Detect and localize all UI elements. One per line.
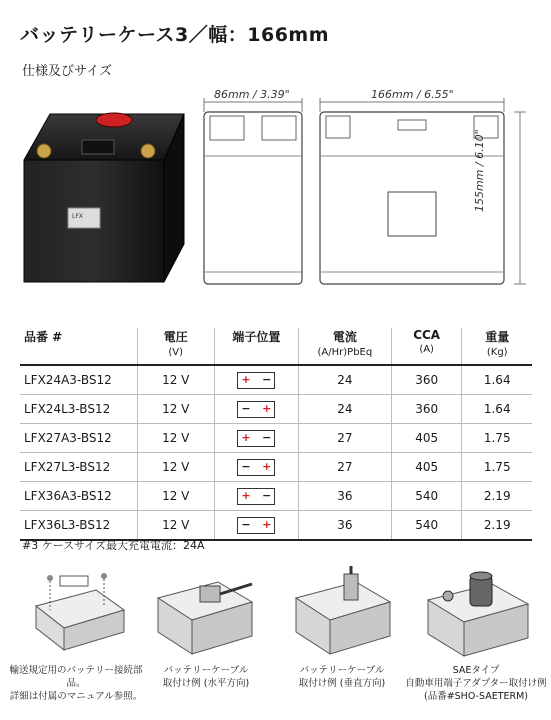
table-row	[20, 365, 532, 395]
cca: 405	[391, 453, 462, 482]
terminal-position: + −	[214, 365, 298, 395]
table-row	[20, 482, 532, 511]
table-header-row	[20, 328, 532, 365]
section-subtitle: 仕様及びサイズ	[22, 64, 112, 79]
voltage: 12 V	[137, 365, 214, 395]
terminal-position: − +	[214, 453, 298, 482]
height-dimension-line	[514, 110, 526, 286]
side-view-drawing	[200, 96, 306, 292]
terminal-position: + −	[214, 482, 298, 511]
weight: 2.19	[462, 482, 532, 511]
weight: 1.75	[462, 424, 532, 453]
table-row	[20, 511, 532, 541]
current: 27	[298, 453, 391, 482]
cca: 360	[391, 395, 462, 424]
caption-connector-parts: 輸送規定用のバッテリー接続部品。 詳細は付属のマニュアル参照。	[9, 665, 143, 702]
charge-current-note: #3 ケースサイズ最大充電電流：24A	[22, 539, 205, 552]
part-number: LFX27A3-BS12	[20, 424, 137, 453]
header-current: 電流 (A/Hr)PbEq	[298, 328, 391, 365]
depth-dimension: 86mm / 3.39"	[214, 88, 290, 101]
weight: 1.64	[462, 365, 532, 395]
battery-photo	[14, 104, 194, 288]
cca: 360	[391, 365, 462, 395]
caption-vertical-cable: バッテリーケーブル 取付け例 (垂直方向)	[298, 665, 386, 689]
part-number: LFX36L3-BS12	[20, 511, 137, 541]
current: 27	[298, 424, 391, 453]
header-voltage: 電圧 (V)	[137, 328, 214, 365]
current: 24	[298, 395, 391, 424]
part-number: LFX24L3-BS12	[20, 395, 137, 424]
cca: 540	[391, 511, 462, 541]
weight: 1.64	[462, 395, 532, 424]
cca: 405	[391, 424, 462, 453]
battery-label: LFX	[72, 213, 83, 220]
sae-adapter-illustration	[418, 566, 536, 658]
cca: 540	[391, 482, 462, 511]
height-dimension: 155mm / 6.10"	[473, 129, 486, 212]
part-number: LFX24A3-BS12	[20, 365, 137, 395]
table-row	[20, 395, 532, 424]
current: 24	[298, 365, 391, 395]
horizontal-cable-illustration	[148, 568, 260, 658]
current: 36	[298, 482, 391, 511]
caption-horizontal-cable: バッテリーケーブル 取付け例 (水平方向)	[162, 665, 250, 689]
page-title: バッテリーケース3／幅：166mm	[20, 24, 330, 46]
voltage: 12 V	[137, 453, 214, 482]
header-terminal: 端子位置	[214, 328, 298, 365]
table-row	[20, 424, 532, 453]
spec-table	[20, 328, 532, 541]
weight: 2.19	[462, 511, 532, 541]
terminal-position: − +	[214, 511, 298, 541]
caption-sae-adapter: SAEタイプ 自動車用端子アダプター取付け例 (品番#SHO-SAETERM)	[405, 665, 547, 702]
terminal-position: − +	[214, 395, 298, 424]
terminal-position: + −	[214, 424, 298, 453]
voltage: 12 V	[137, 395, 214, 424]
voltage: 12 V	[137, 511, 214, 541]
header-part: 品番 #	[20, 328, 137, 365]
voltage: 12 V	[137, 482, 214, 511]
current: 36	[298, 511, 391, 541]
header-cca: CCA (A)	[391, 328, 462, 365]
part-number: LFX27L3-BS12	[20, 453, 137, 482]
header-weight: 重量 (Kg)	[462, 328, 532, 365]
width-dimension: 166mm / 6.55"	[371, 88, 454, 101]
table-row	[20, 453, 532, 482]
part-number: LFX36A3-BS12	[20, 482, 137, 511]
connector-parts-illustration	[16, 566, 134, 658]
weight: 1.75	[462, 453, 532, 482]
vertical-cable-illustration	[286, 566, 398, 658]
voltage: 12 V	[137, 424, 214, 453]
